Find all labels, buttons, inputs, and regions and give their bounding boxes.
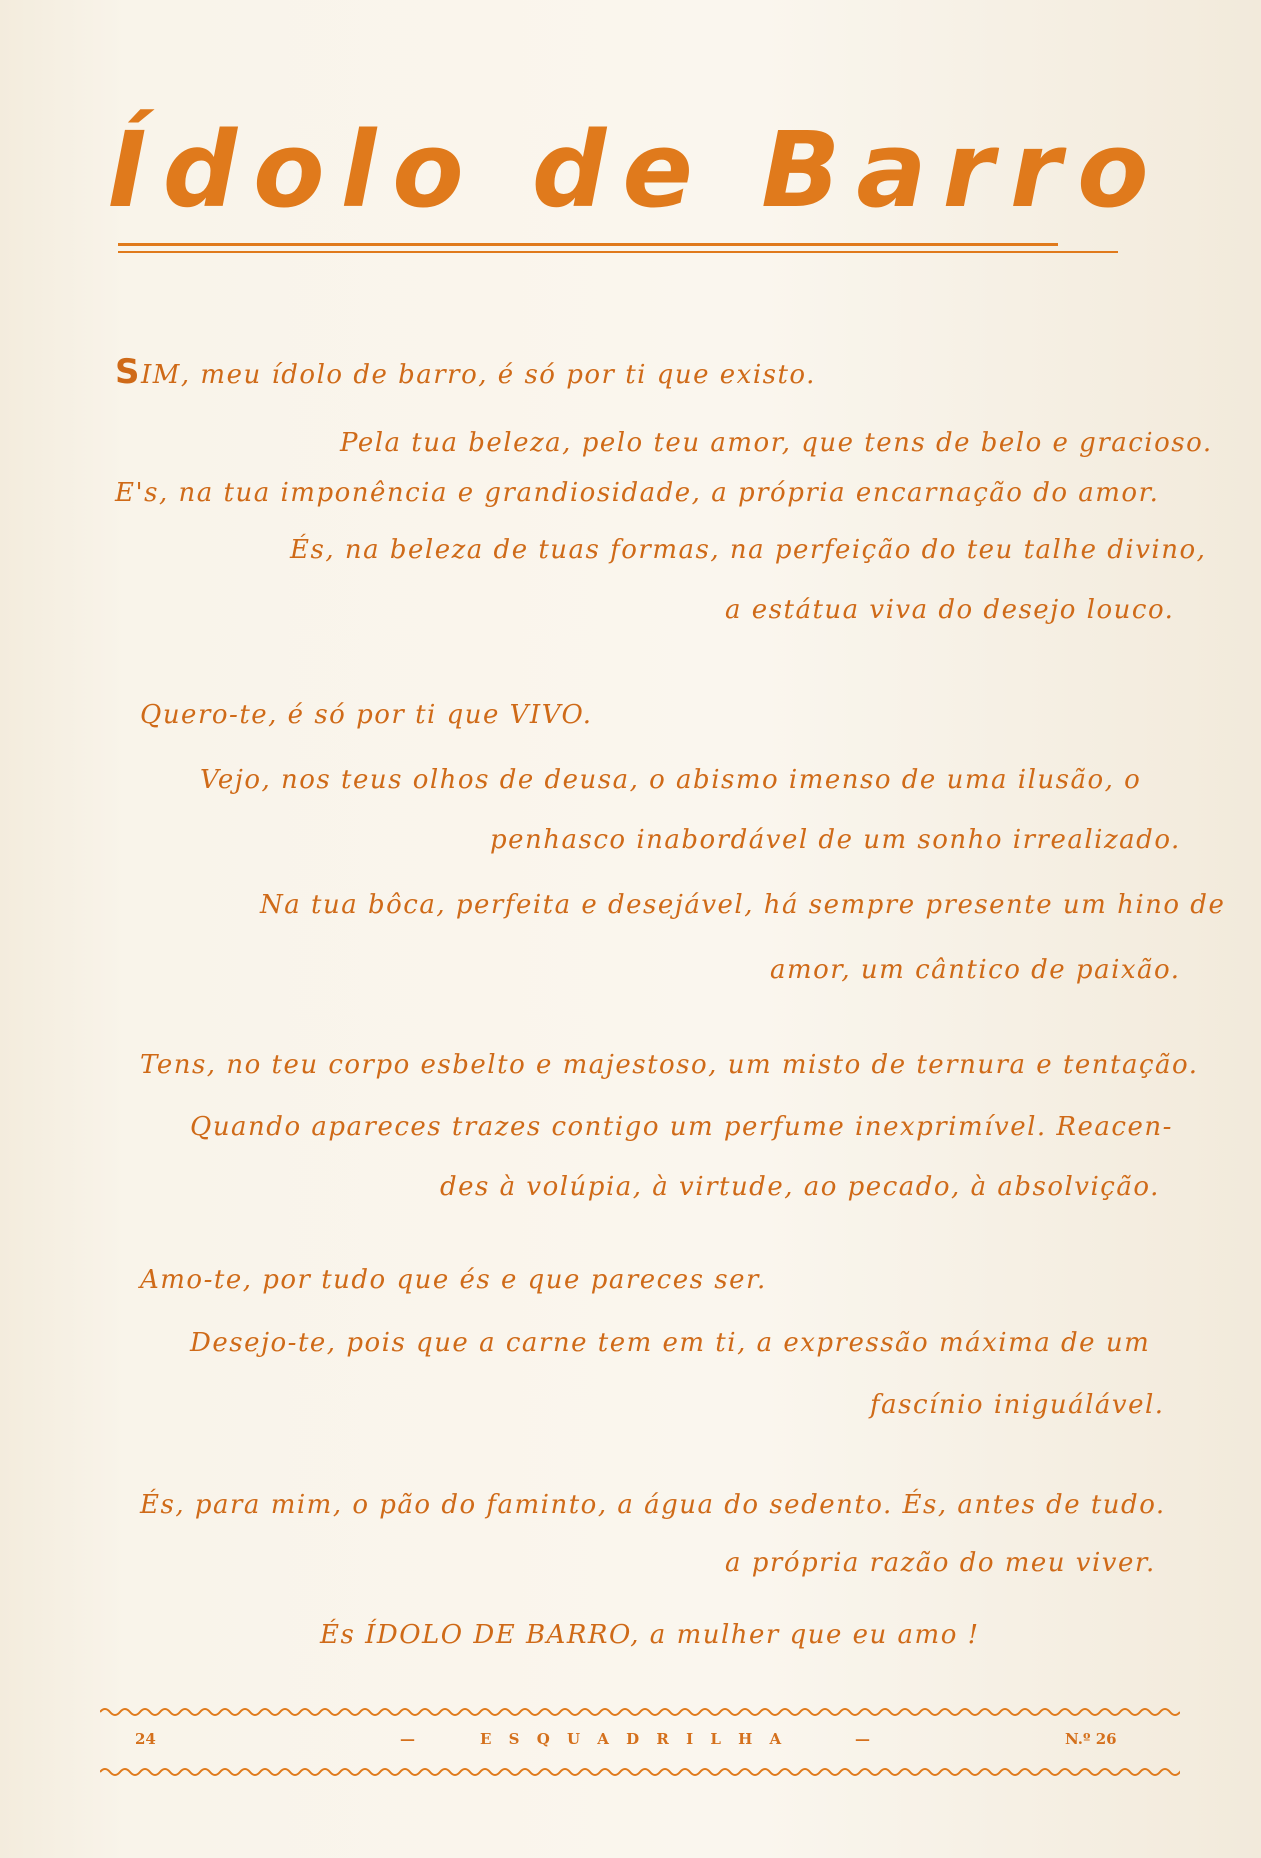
poem-line: fascínio iniguálável.: [870, 1390, 1165, 1420]
poem-line: [115, 352, 816, 392]
poem-line: Vejo, nos teus olhos de deusa, o abismo imenso de uma ilusão, o: [200, 765, 1142, 795]
poem-line: És, na beleza de tuas formas, na perfeição do teu talhe divino,: [290, 535, 1207, 565]
poem-line: Amo-te, por tudo que és e que pareces ser.: [140, 1265, 767, 1295]
footer-magazine-name: E S Q U A D R I L H A: [480, 1730, 788, 1748]
poem-line: a estátua viva do desejo louco.: [725, 595, 1175, 625]
footer-page-number: 24: [135, 1730, 156, 1748]
poem-line: penhasco inabordável de um sonho irrealizado.: [490, 825, 1181, 855]
footer-wave-bottom: [100, 1765, 1180, 1779]
title-underline-1: [118, 243, 1058, 246]
poem-line: Na tua bôca, perfeita e desejável, há sempre presente um hino de: [260, 890, 1226, 920]
poem-line: des à volúpia, à virtude, ao pecado, à absolvição.: [440, 1172, 1160, 1202]
poem-line-text: IM, meu ídolo de barro, é só por ti que existo.: [141, 360, 816, 390]
footer-dash-left: —: [400, 1730, 415, 1748]
drop-cap: S: [115, 352, 141, 392]
poem-line: a própria razão do meu viver.: [725, 1548, 1156, 1578]
poem-line: amor, um cântico de paixão.: [770, 955, 1181, 985]
poem-line: Tens, no teu corpo esbelto e majestoso, um misto de ternura e tentação.: [140, 1050, 1199, 1080]
footer-wave-top: [100, 1705, 1180, 1719]
poem-line: Pela tua beleza, pelo teu amor, que tens de belo e gracioso.: [340, 428, 1213, 458]
poem-line: E's, na tua imponência e grandiosidade, a própria encarnação do amor.: [115, 478, 1160, 508]
poem-line: Quando apareces trazes contigo um perfume inexprimível. Reacen-: [190, 1112, 1173, 1142]
footer-dash-right: —: [855, 1730, 870, 1748]
poem-line: Quero-te, é só por ti que VIVO.: [140, 700, 593, 730]
poem-line: Desejo-te, pois que a carne tem em ti, a expressão máxima de um: [190, 1328, 1151, 1358]
poem-title: Ídolo de Barro: [108, 109, 1165, 231]
poem-line: És ÍDOLO DE BARRO, a mulher que eu amo !: [320, 1620, 980, 1650]
title-underline-2: [118, 251, 1118, 253]
poem-line: És, para mim, o pão do faminto, a água do sedento. És, antes de tudo.: [140, 1490, 1166, 1520]
footer-issue-number: N.º 26: [1065, 1730, 1117, 1748]
